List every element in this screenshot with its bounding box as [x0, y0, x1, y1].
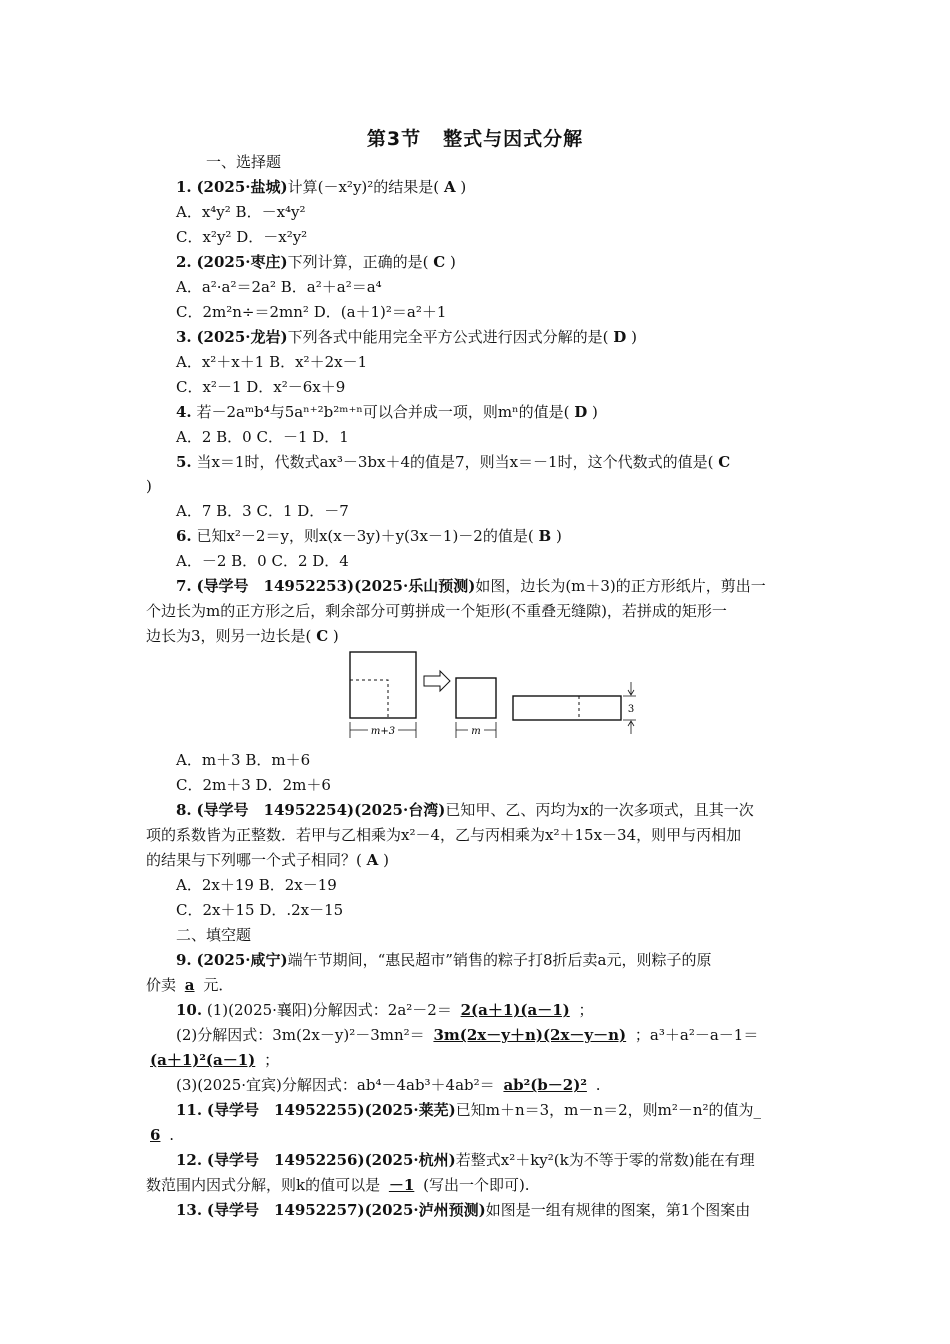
question-text: 已知甲、乙、丙均为x的一次多项式，且其一次: [445, 801, 754, 819]
question-number: 9.: [176, 951, 192, 969]
question-source: (导学号 14952256)(2025·杭州): [206, 1151, 456, 1169]
question-text-line: 6 .: [146, 1125, 174, 1145]
question-number: 13.: [176, 1201, 203, 1219]
question-source: (2025·枣庄): [196, 253, 288, 271]
question-source: (2025·盐城): [196, 178, 288, 196]
question-close: ): [146, 477, 152, 495]
options-row: C．2x＋15 D．.2x－15: [176, 901, 344, 919]
question-text: 已知m＋n＝3，m－n＝2，则m²－n²的值为_: [455, 1101, 762, 1119]
label-3: 3: [627, 704, 635, 715]
rectangle: [513, 696, 621, 720]
question-5: [176, 452, 730, 472]
question-number: 6.: [176, 527, 192, 545]
answer: C: [433, 253, 446, 271]
question-number: 12.: [176, 1151, 203, 1169]
question-text: 如图是一组有规律的图案，第1个图案由: [485, 1201, 751, 1219]
question-number: 8.: [176, 801, 192, 819]
question-number: 7.: [176, 577, 192, 595]
question-source: (导学号 14952255)(2025·莱芜): [206, 1101, 456, 1119]
question-3: 3. (2025·龙岩)下列各式中能用完全平方公式进行因式分解的是( D ): [176, 328, 637, 346]
question-number: 3.: [176, 328, 192, 346]
question-number: 5.: [176, 453, 192, 471]
question-7: [176, 576, 766, 596]
answer: (a＋1)²(a－1): [150, 1051, 256, 1069]
label-m-plus-3: m+3: [370, 726, 396, 737]
answer: ab²(b－2)²: [503, 1076, 587, 1094]
cut-line: [350, 680, 388, 718]
arrow-right-icon: [424, 671, 450, 691]
answer: D: [613, 328, 627, 346]
options-row: C．2m²n÷＝2mn² D．(a＋1)²＝a²＋1: [176, 303, 447, 321]
question-number: 2.: [176, 253, 192, 271]
options-row: A．x⁴y² B．－x⁴y²: [176, 203, 306, 221]
label-m: m: [471, 726, 481, 737]
section-heading-fill: 二、填空题: [176, 926, 252, 944]
answer: 3m(2x－y＋n)(2x－y－n): [433, 1026, 627, 1044]
answer: B: [538, 527, 552, 545]
question-source: (2025·龙岩): [196, 328, 288, 346]
answer: 2(a＋1)(a－1): [460, 1001, 570, 1019]
question-text: (1)(2025·襄阳)分解因式：2a²－2＝: [206, 1001, 452, 1019]
question-7-figure: [346, 650, 646, 742]
answer: C: [316, 627, 329, 645]
section-heading-choice: 一、选择题: [206, 153, 282, 171]
section-number: 第3节: [366, 128, 422, 150]
question-text: 下列计算，正确的是(: [287, 253, 429, 271]
question-text: 已知x²－2＝y，则x(x－3y)＋y(3x－1)－2的值是(: [196, 527, 534, 545]
question-text: 下列各式中能用完全平方公式进行因式分解的是(: [287, 328, 609, 346]
answer: －1: [388, 1176, 415, 1194]
question-text-line: 个边长为m的正方形之后，剩余部分可剪拼成一个矩形(不重叠无缝隙)，若拼成的矩形一: [146, 602, 727, 620]
question-12: [176, 1150, 755, 1170]
question-9: [176, 950, 711, 970]
question-number: 10.: [176, 1001, 203, 1019]
question-text: 如图，边长为(m＋3)的正方形纸片，剪出一: [475, 577, 766, 595]
question-11: [176, 1100, 761, 1120]
options-row: A．m＋3 B．m＋6: [176, 751, 311, 769]
question-text-line: 的结果与下列哪一个式子相同？( A ): [146, 851, 389, 869]
question-text-line: (a＋1)²(a－1) ；: [146, 1050, 279, 1070]
answer: A: [366, 851, 379, 869]
question-text-line: 边长为3，则另一边长是( C ): [146, 627, 339, 645]
question-4: 4. 若－2aᵐb⁴与5aⁿ⁺²b²ᵐ⁺ⁿ可以合并成一项，则mⁿ的值是( D ): [176, 403, 598, 421]
question-text: 计算(－x²y)²的结果是(: [287, 178, 440, 196]
options-row: A．－2 B．0 C．2 D．4: [176, 552, 349, 570]
question-6: 6. 已知x²－2＝y，则x(x－3y)＋y(3x－1)－2的值是( B ): [176, 527, 562, 545]
options-row: C．x²y² D．－x²y²: [176, 228, 308, 246]
question-2: 2. (2025·枣庄)下列计算，正确的是( C ): [176, 253, 456, 271]
question-source: (导学号 14952257)(2025·泸州预测): [206, 1201, 486, 1219]
question-text: 若－2aᵐb⁴与5aⁿ⁺²b²ᵐ⁺ⁿ可以合并成一项，则mⁿ的值是(: [196, 403, 570, 421]
big-square: [350, 652, 416, 718]
question-source: (导学号 14952253)(2025·乐山预测): [196, 577, 476, 595]
question-number: 4.: [176, 403, 192, 421]
options-row: A．7 B．3 C．1 D．－7: [176, 502, 349, 520]
question-text-line: 项的系数皆为正整数．若甲与乙相乘为x²－4，乙与丙相乘为x²＋15x－34，则甲与丙相加: [146, 826, 742, 844]
question-10: 10. (1)(2025·襄阳)分解因式：2a²－2＝ 2(a＋1)(a－1) ；: [176, 1001, 594, 1019]
answer: D: [574, 403, 588, 421]
question-source: (2025·咸宁): [196, 951, 288, 969]
section-title: 整式与因式分解: [443, 128, 584, 150]
question-text-line: (3)(2025·宜宾)分解因式：ab⁴－4ab³＋4ab²＝ ab²(b－2)² .: [176, 1076, 601, 1094]
small-square: [456, 678, 496, 718]
question-source: (导学号 14952254)(2025·台湾): [196, 801, 446, 819]
question-text: 当x＝1时，代数式ax³－3bx＋4的值是7，则当x＝－1时，这个代数式的值是(: [196, 453, 714, 471]
question-1: 1. (2025·盐城)计算(－x²y)²的结果是( A ): [176, 178, 467, 196]
answer: A: [443, 178, 456, 196]
question-text: 若整式x²＋ky²(k为不等于零的常数)能在有理: [455, 1151, 755, 1169]
question-text: 端午节期间，“惠民超市”销售的粽子打8折后卖a元，则粽子的原: [287, 951, 712, 969]
options-row: A．a²·a²＝2a² B．a²＋a²＝a⁴: [176, 278, 382, 296]
options-row: A．x²＋x＋1 B．x²＋2x－1: [176, 353, 368, 371]
question-13: [176, 1200, 750, 1220]
question-number: 1.: [176, 178, 192, 196]
question-text-line: 数范围内因式分解，则k的值可以是 －1 (写出一个即可).: [146, 1176, 530, 1194]
question-text-line: (2)分解因式：3m(2x－y)²－3mn²＝ 3m(2x－y＋n)(2x－y－n) ；a³＋a²－a－1＝: [176, 1026, 759, 1044]
answer: C: [718, 453, 731, 471]
options-row: C．2m＋3 D．2m＋6: [176, 776, 331, 794]
answer: a: [184, 976, 195, 994]
question-8: [176, 800, 754, 820]
answer: 6: [150, 1126, 161, 1144]
options-row: A．2 B．0 C．－1 D．1: [176, 428, 349, 446]
page-title: [0, 124, 950, 151]
options-row: A．2x＋19 B．2x－19: [176, 876, 337, 894]
question-text-line: 价卖 a 元．: [146, 976, 234, 994]
options-row: C．x²－1 D．x²－6x＋9: [176, 378, 346, 396]
question-number: 11.: [176, 1101, 203, 1119]
